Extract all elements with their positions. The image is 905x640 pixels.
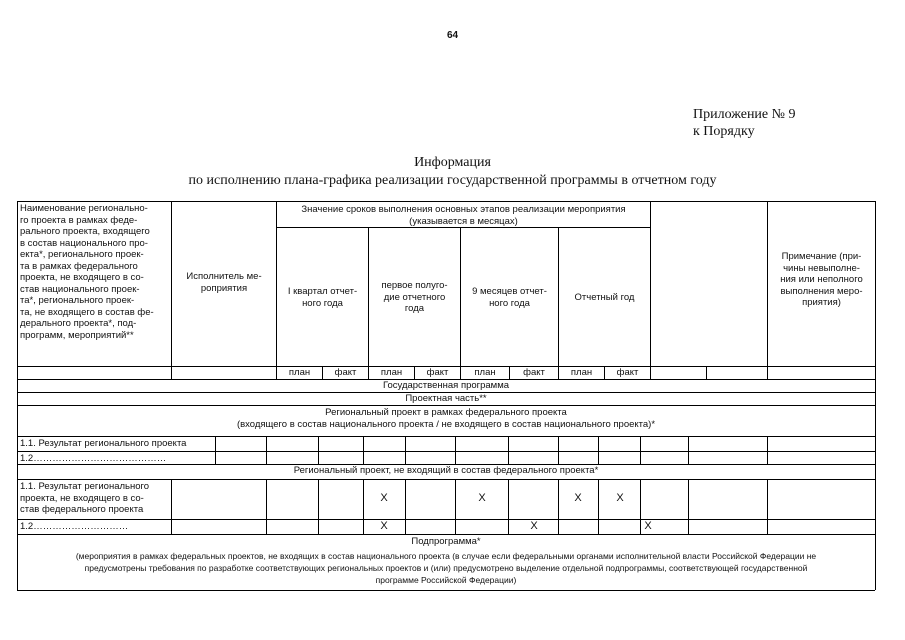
header-note-column: Примечание (при- чины невыполне- ния или неполного выполнения меро- приятия) [780,251,863,308]
subprogram-note: (мероприятия в рамках федеральных проектов, не входящих в состав национального проекта (в случае если федеральными органами исполнительной власти Российской Федерации не предусмотрены требования по разработке соответствующих региональных проектов и (или) предусмотрено выделение отдельной подпрограммы, соответствующей государственной программе Российской Федерации) [75,551,817,585]
plan-label-year: план [570,367,593,378]
section-regional-federal: Региональный проект в рамках федерального проекта (входящего в состав национального проекта / не входящего в состав национального проекта)* [236,407,656,430]
plan-label-q1: план [288,367,311,378]
mark-x: X [644,520,652,532]
annex-line-1: Приложение № 9 [693,107,796,122]
row-result-1-1b: 1.1. Результат регионального проекта, не входящего в со- став федерального проекта [20,481,150,515]
header-q1: I квартал отчет- ного года [287,286,358,309]
row-result-1-1: 1.1. Результат регионального проекта [20,438,187,449]
plan-label-9m: план [474,367,496,378]
section-regional-not-federal: Региональный проект, не входящий в состав федерального проекта* [293,465,599,476]
title-line-1: Информация [414,155,491,170]
mark-x: X [478,492,486,504]
header-executor-column: Исполнитель ме- роприятия [186,271,262,294]
mark-x: X [530,520,538,532]
section-subprogram: Подпрограмма* [411,536,481,547]
fact-label-q1: факт [334,367,357,378]
mark-x: X [380,492,388,504]
annex-line-2: к Порядку [693,124,755,139]
section-project-part: Проектная часть** [405,393,487,404]
document-title [0,154,905,190]
row-item-1-2b: 1.2………………………… [20,521,129,532]
mark-x: X [380,520,388,532]
header-half-year: первое полуго- дие отчетного года [381,280,448,314]
fact-label-9m: факт [523,367,545,378]
header-group-title: Значение сроков выполнения основных этапов реализации мероприятия (указывается в месяцах) [301,204,626,227]
plan-label-h1: план [380,367,403,378]
mark-x: X [574,492,582,504]
header-reporting-year: Отчетный год [574,292,635,303]
fact-label-h1: факт [426,367,449,378]
mark-x: X [616,492,624,504]
header-name-column: Наименование регионально- го проекта в рамках феде- рального проекта, входящего в состав национального про- екта*, регионального проек- та в рамках федерального проекта, не входящего в со- став национального проек- та*, регионального проек- та, не входящего в состав фе- дерального проекта*, под- программ, мероприятий** [20,203,154,341]
fact-label-year: факт [616,367,639,378]
title-line-2: по исполнению плана-графика реализации государственной программы в отчетном году [188,173,717,188]
page-number: 64 [446,30,459,41]
annex-label [693,106,796,140]
row-item-1-2: 1.2…………………………………… [20,453,167,464]
header-9-months: 9 месяцев отчет- ного года [472,286,547,309]
section-state-program: Государственная программа [382,380,510,391]
